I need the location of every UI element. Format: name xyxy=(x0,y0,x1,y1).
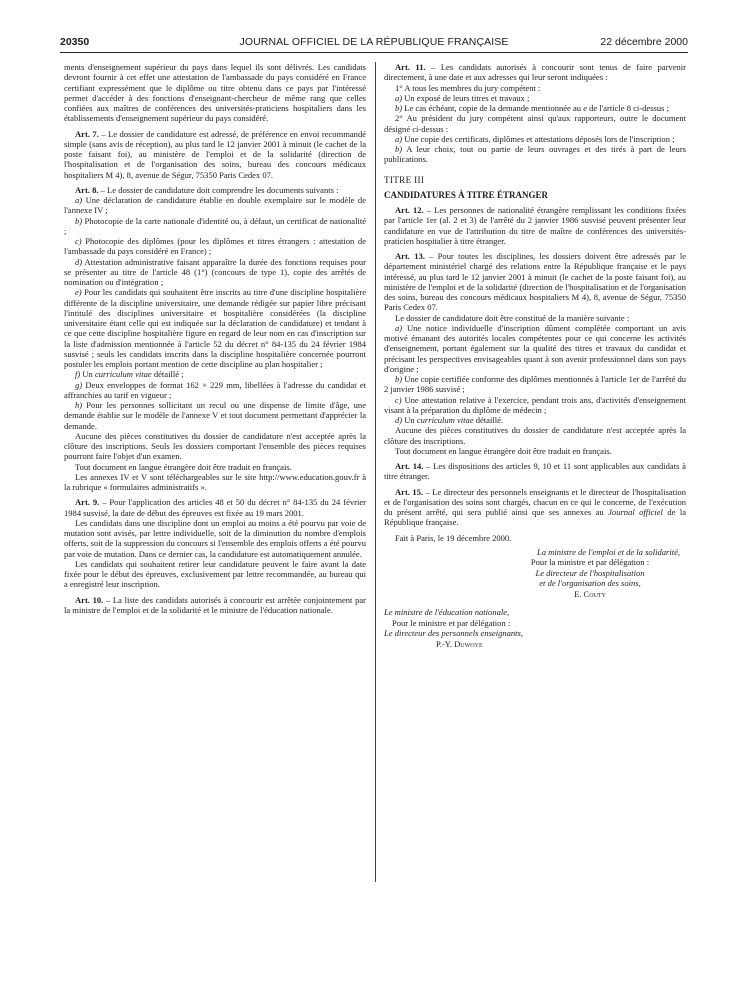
list-item-h: h) Pour les personnes sollicitant un recul ou une dispense de limite d'âge, une demande établie sur le modèle de l'annexe V et tout document permettant d'apprécier la demande. xyxy=(64,400,366,431)
signatory-name: P.-Y. Duwoye xyxy=(436,638,483,649)
signatory-function: et de l'organisation des soins, xyxy=(539,578,641,589)
article-13: Art. 13. – Pour toutes les disciplines, les dossiers doivent être adressés par le département ministériel chargé des relations entre la République française et le pays intéressé, au plus tard le 12 janvier 2001 à minuit (le cachet de la poste faisant foi), au ministère de l'emploi et de la solidarité (direction de l'hospitalisation et de l'organisation des soins, bureau des concours médicaux hospitaliers M 4), 8, avenue de Ségur, 75350 Paris Cedex 07. xyxy=(384,251,686,313)
left-column xyxy=(64,62,366,615)
paragraph-intro: ments d'enseignement supérieur du pays dans lequel ils sont délivrés. Les candidats devront fournir à cet effet une attestation de l'ambassade du pays considéré en France certifiant expressément que le diplôme ou titre obtenu dans ce pays par l'intéressé permet d'accéder à des fonctions d'enseignant-chercheur de même rang que celles confiées aux maîtres de conférences des universités-praticiens hospitaliers dans les établissements d'enseignement supérieur du pays considéré. xyxy=(64,62,366,124)
signatory-name: E. Couty xyxy=(574,588,606,599)
paragraph-mutation: Les candidats dans une discipline dont un emploi au moins a été pourvu par voie de mutation sont avisés, par lettre individuelle, soit de la diminution du nombre d'emplois offerts, soit de la suppression du concours si l'ensemble des emplois offerts a été pourvu par voie de mutation. Dans ce dernier cas, la candidature est automatiquement annulée. xyxy=(64,517,366,559)
article-15: Art. 15. – Le directeur des personnels enseignants et le directeur de l'hospitalisation et de l'organisation des soins sont chargés, chacun en ce qui le concerne, de l'exécution du présent arrêté, qui sera publié ainsi que ses annexes au Journal officiel de la République française. xyxy=(384,486,686,528)
list-item-1: 1° A tous les membres du jury compétent : xyxy=(395,82,541,93)
list-item-e: e) Pour les candidats qui souhaitent être inscrits au titre d'une discipline hospitalière différente de la discipline universitaire, une demande rédigée sur papier libre précisant l'intitulé des disciplines universitaire et hospitalière considérées (la discipline universitaire étant celle qui est indiquée sur la déclaration de candidature) et tendant à ce que cette discipline hospitalière figure en regard de leur nom en cas d'inscription sur la liste d'admission mentionnée à l'article 52 du décret n° 84-135 du 24 février 1984 susvisé ; seuls les candidats inscrits dans la discipline hospitalière concernée pourront postuler les emplois portant mention de cette discipline au plan hospitalier ; xyxy=(64,287,366,369)
page-number: 20350 xyxy=(60,36,90,48)
article-label: Art. 8. xyxy=(75,184,99,195)
paragraph-annexes: Les annexes IV et V sont téléchargeables sur le site http://www.education.gouv.fr à la rubrique « formulaires administratifs ». xyxy=(64,471,366,492)
article-10: Art. 10. – La liste des candidats autorisés à concourir est arrêtée conjointement par la ministre de l'emploi et de la solidarité et le ministre de l'éducation nationale. xyxy=(64,594,366,615)
article-14: Art. 14. – Les dispositions des articles 9, 10 et 11 sont applicables aux candidats à titre étranger. xyxy=(384,461,686,482)
article-label: Art. 10. xyxy=(75,594,104,605)
signatory-function: Le directeur des personnels enseignants, xyxy=(384,628,524,639)
signatory-delegation: Pour la ministre et par délégation : xyxy=(530,557,650,568)
signature-block-emploi xyxy=(384,547,686,600)
signatory-title: Le ministre de l'éducation nationale, xyxy=(384,607,510,618)
article-label: Art. 11. xyxy=(395,62,426,72)
paragraph-dossier: Le dossier de candidature doit être constitué de la manière suivante : xyxy=(395,312,630,323)
list-item-a: a) Une déclaration de candidature établie en double exemplaire sur le modèle de l'annexe IV ; xyxy=(64,195,366,216)
article-12: Art. 12. – Les personnes de nationalité étrangère remplissant les conditions fixées par l'article 1er (al. 2 et 3) de l'arrêté du 2 janvier 1986 susvisé peuvent présenter leur candidature en vue de l'attribution du titre de maître de conférences des universités-praticien hospitalier à titre étranger. xyxy=(384,205,686,246)
page-header xyxy=(60,35,688,51)
journal-title: JOURNAL OFFICIEL DE LA RÉPUBLIQUE FRANÇAISE xyxy=(239,36,509,48)
article-label: Art. 15. xyxy=(395,486,424,497)
list-item-g: g) Deux enveloppes de format 162 × 229 mm, libellées à l'adresse du candidat et affranchies au tarif en vigueur ; xyxy=(64,379,366,400)
signatory-function: Le directeur de l'hospitalisation xyxy=(535,567,645,578)
list-item-13b: b) Une copie certifiée conforme des diplômes mentionnés à l'article 1er de l'arrêté du 2 janvier 1986 susvisé ; xyxy=(384,374,686,395)
section-subtitle: CANDIDATURES À TITRE ÉTRANGER xyxy=(384,189,548,200)
list-item-13d: d) Un curriculum vitae détaillé. xyxy=(395,415,504,425)
signing-place-date: Fait à Paris, le 19 décembre 2000. xyxy=(395,532,512,543)
list-item-f: f) Un curriculum vitae détaillé ; xyxy=(75,369,184,380)
list-item-13a: a) Une notice individuelle d'inscription dûment complétée comportant un avis motivé émanant des autorités locales compétentes pour ce qui concerne les activités d'enseignement, portant également sur la qualité des titres et travaux du candidat et précisant les perspectives envisageables quant à son avenir professionnel dans son pays d'origine ; xyxy=(384,322,686,374)
article-9: Art. 9. – Pour l'application des articles 48 et 50 du décret n° 84-135 du 24 février 1984 susvisé, la date de début des épreuves est fixée au 19 mars 2001. xyxy=(64,497,367,518)
list-item-2a: a) Une copie des certificats, diplômes et attestations déposés lors de l'inscription ; xyxy=(395,133,675,144)
article-7: Art. 7. – Le dossier de candidature est adressé, de préférence en envoi recommandé simple (sans avis de réception), au plus tard le 12 janvier 2001 à minuit (le cachet de la poste faisant foi), au ministère de l'emploi et de la solidarité (direction de l'hospitalisation et de l'organisation des soins, bureau des concours médicaux hospitaliers M 4), 8, avenue de Ségur, 75350 Paris Cedex 07. xyxy=(64,128,367,180)
list-item-1a: a) Un exposé de leurs titres et travaux ; xyxy=(395,92,530,103)
list-item-b: b) Photocopie de la carte nationale d'identité ou, à défaut, un certificat de nationalité ; xyxy=(64,215,366,236)
paragraph-aucune: Aucune des pièces constitutives du dossier de candidature n'est acceptée après la clôture des inscriptions. xyxy=(384,425,686,446)
issue-date: 22 décembre 2000 xyxy=(600,36,688,48)
list-item-13c: c) Une attestation relative à l'exercice, pendant trois ans, d'activités d'enseignement visant à la préparation du diplôme de médecin ; xyxy=(384,394,686,415)
article-label: Art. 13. xyxy=(395,251,425,261)
list-item-d: d) Attestation administrative faisant apparaître la durée des fonctions requises pour se présenter au titre de l'article 48 (1°) (concours de type 1), copie des arrêtés de nomination ou d'intégration ; xyxy=(64,256,366,287)
signature-block-education xyxy=(384,607,686,649)
article-11: Art. 11. – Les candidats autorisés à concourir sont tenus de faire parvenir directement, à une date et aux adresses qui leur seront indiquées : xyxy=(384,62,686,83)
list-item-1b: b) Le cas échéant, copie de la demande mentionnée au e de l'article 8 ci-dessus ; xyxy=(395,103,669,113)
article-8: Art. 8. – Le dossier de candidature doit comprendre les documents suivants : xyxy=(75,184,339,195)
signatory-delegation: Pour le ministre et par délégation : xyxy=(392,617,511,628)
right-column xyxy=(384,62,686,649)
list-item-c: c) Photocopie des diplômes (pour les diplômes et titres étrangers : attestation de l'ambassade du pays considéré en France) ; xyxy=(64,236,366,257)
signatory-title: La ministre de l'emploi et de la solidarité, xyxy=(537,546,680,557)
paragraph-tout-document: Tout document en langue étrangère doit être traduit en français. xyxy=(75,461,292,472)
section-title: TITRE III xyxy=(384,174,425,185)
column-divider xyxy=(375,62,376,882)
list-item-2b: b) A leur choix, tout ou partie de leurs ouvrages et des tirés à part de leurs publications. xyxy=(384,144,686,165)
article-label: Art. 12. xyxy=(395,205,424,215)
paragraph-tout-document: Tout document en langue étrangère doit être traduit en français. xyxy=(395,445,612,456)
paragraph-retrait: Les candidats qui souhaitent retirer leur candidature peuvent le faire avant la date fixée pour le début des épreuves, exclusivement par lettre recommandée, au bureau qui a enregistré leur inscription. xyxy=(64,558,366,590)
paragraph-aucune: Aucune des pièces constitutives du dossier de candidature n'est acceptée après la clôture des inscriptions. Seuls les dossiers comportant l'ensemble des pièces requises pourront faire l'objet d'un examen. xyxy=(64,430,366,462)
header-rule xyxy=(60,52,688,53)
article-label: Art. 9. xyxy=(75,497,100,508)
list-item-2: 2° Au président du jury compétent ainsi qu'aux rapporteurs, outre le document désigné ci-dessus : xyxy=(384,113,686,134)
article-label: Art. 14. xyxy=(395,461,424,471)
article-label: Art. 7. xyxy=(75,128,99,139)
